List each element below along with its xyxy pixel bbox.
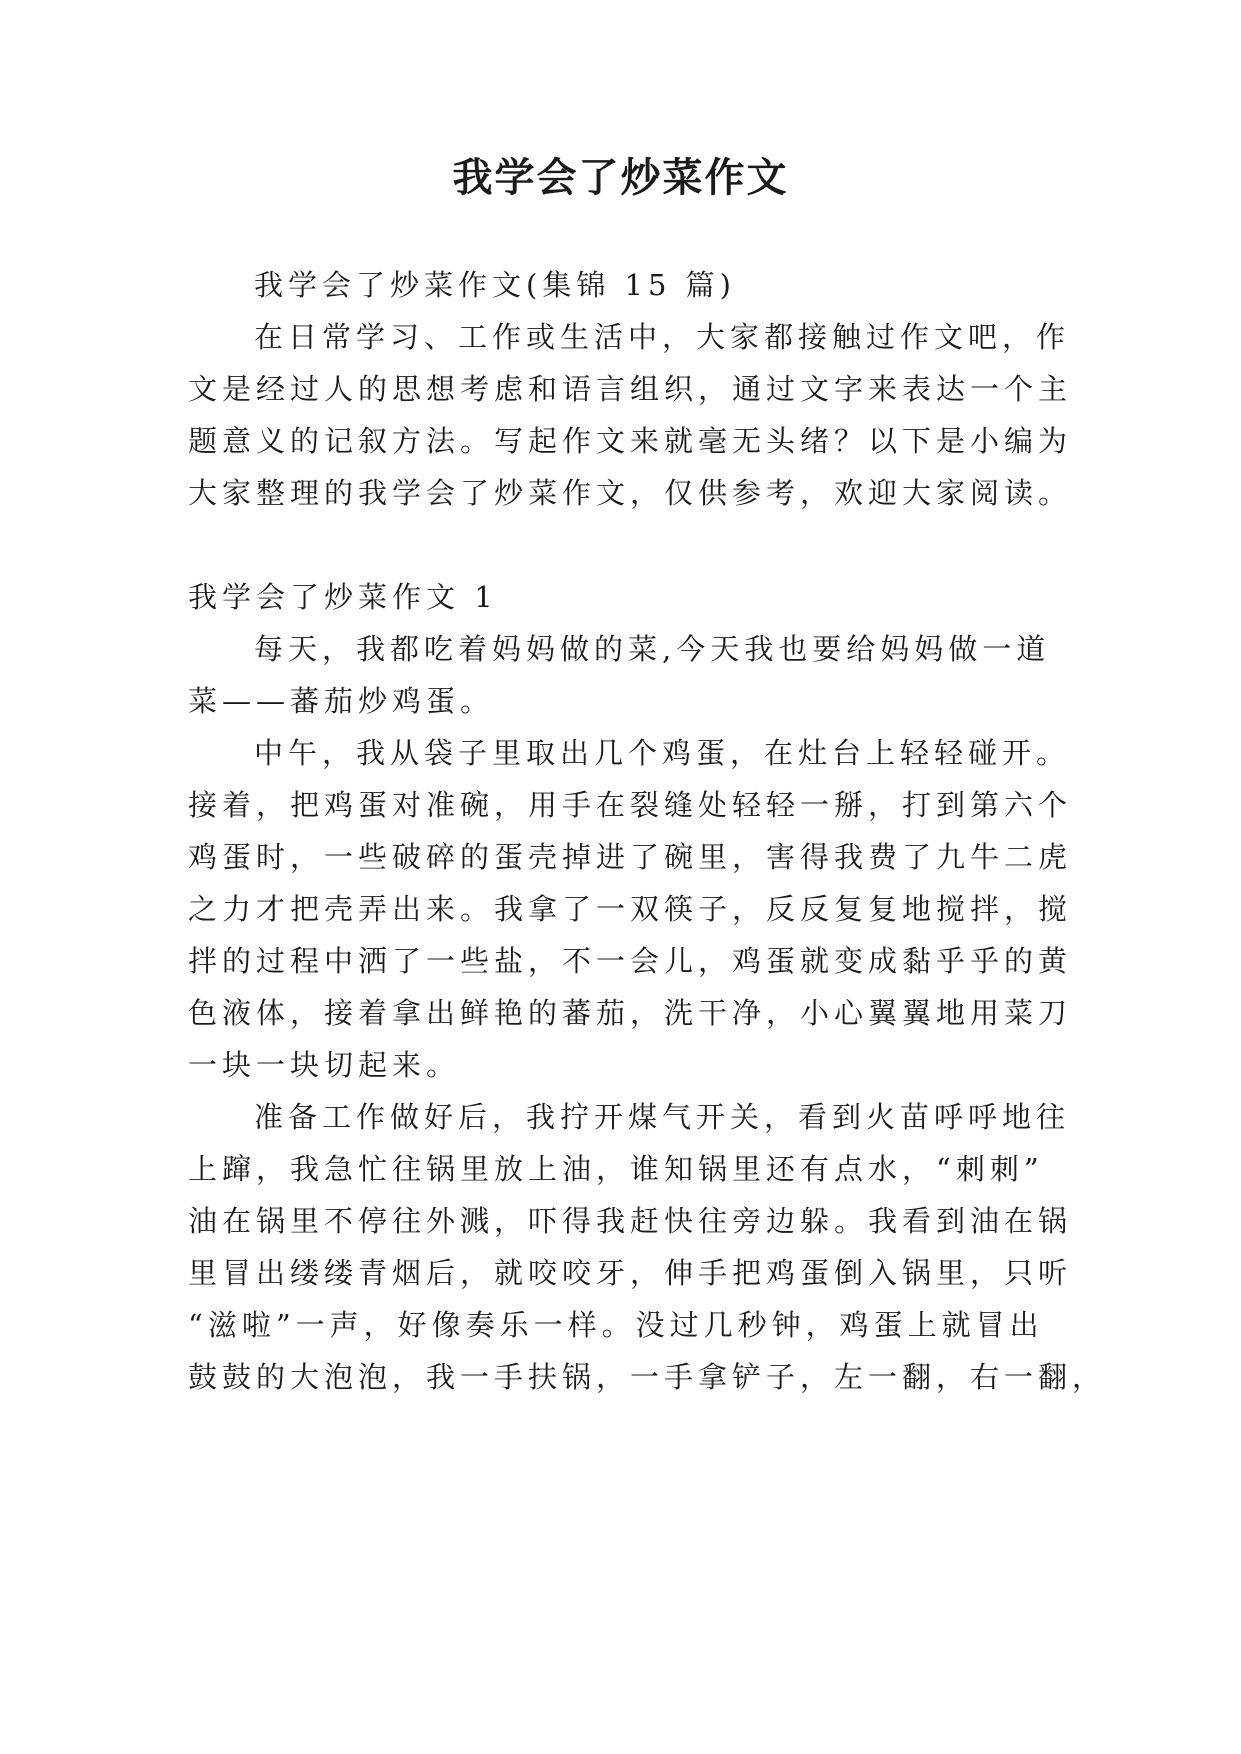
body-paragraph-line: “滋啦”一声，好像奏乐一样。没过几秒钟，鸡蛋上就冒出 bbox=[188, 1308, 1044, 1342]
intro-paragraph-line: 题意义的记叙方法。写起作文来就毫无头绪？以下是小编为 bbox=[188, 424, 1073, 458]
body-paragraph-line: 鼓鼓的大泡泡，我一手扶锅，一手拿铲子，左一翻，右一翻， bbox=[188, 1360, 1107, 1394]
body-paragraph-line: 一块一块切起来。 bbox=[188, 1048, 461, 1082]
subtitle-line: 我学会了炒菜作文(集锦 15 篇) bbox=[254, 268, 736, 302]
body-paragraph-line: 中午，我从袋子里取出几个鸡蛋，在灶台上轻轻碰开。 bbox=[254, 736, 1071, 770]
body-paragraph-line: 每天，我都吃着妈妈做的菜,今天我也要给妈妈做一道 bbox=[254, 632, 1051, 666]
body-paragraph-line: 菜——蕃茄炒鸡蛋。 bbox=[188, 684, 495, 718]
body-paragraph-line: 准备工作做好后，我拧开煤气开关，看到火苗呼呼地往 bbox=[254, 1100, 1071, 1134]
intro-paragraph-line: 大家整理的我学会了炒菜作文，仅供参考，欢迎大家阅读。 bbox=[188, 476, 1073, 510]
body-paragraph-line: 上蹿，我急忙往锅里放上油，谁知锅里还有点水，“刺刺” bbox=[188, 1152, 1044, 1186]
intro-paragraph-line: 在日常学习、工作或生活中，大家都接触过作文吧，作 bbox=[254, 320, 1071, 354]
body-paragraph-line: 里冒出缕缕青烟后，就咬咬牙，伸手把鸡蛋倒入锅里，只听 bbox=[188, 1256, 1073, 1290]
intro-paragraph-line: 文是经过人的思想考虑和语言组织，通过文字来表达一个主 bbox=[188, 372, 1073, 406]
document-title: 我学会了炒菜作文 bbox=[452, 155, 789, 201]
body-paragraph-line: 接着，把鸡蛋对准碗，用手在裂缝处轻轻一掰，打到第六个 bbox=[188, 788, 1073, 822]
body-paragraph-line: 色液体，接着拿出鲜艳的蕃茄，洗干净，小心翼翼地用菜刀 bbox=[188, 996, 1073, 1030]
body-paragraph-line: 拌的过程中洒了一些盐，不一会儿，鸡蛋就变成黏乎乎的黄 bbox=[188, 944, 1073, 978]
body-paragraph-line: 鸡蛋时，一些破碎的蛋壳掉进了碗里，害得我费了九牛二虎 bbox=[188, 840, 1073, 874]
body-paragraph-line: 油在锅里不停往外溅，吓得我赶快往旁边躲。我看到油在锅 bbox=[188, 1204, 1073, 1238]
body-paragraph-line: 之力才把壳弄出来。我拿了一双筷子，反反复复地搅拌，搅 bbox=[188, 892, 1073, 926]
section-heading: 我学会了炒菜作文 1 bbox=[188, 580, 498, 614]
